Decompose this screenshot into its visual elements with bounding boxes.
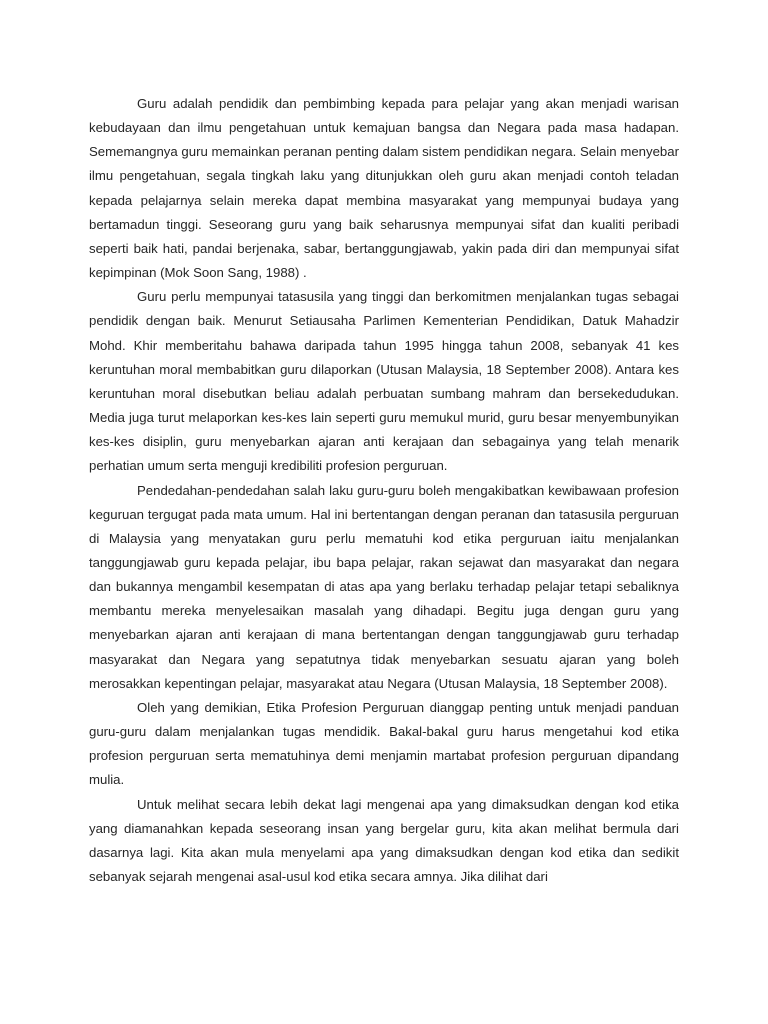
paragraph-2: Guru perlu mempunyai tatasusila yang tinggi dan berkomitmen menjalankan tugas sebagai pendidik dengan baik. Menurut Setiausaha Parlimen Kementerian Pendidikan, Datuk Mahadzir Mohd. Khir memberitahu bahawa daripada tahun 1995 hingga tahun 2008, sebanyak 41 kes keruntuhan moral membabitkan guru dilaporkan (Utusan Malaysia, 18 September 2008). Antara kes keruntuhan moral disebutkan beliau adalah perbuatan sumbang mahram dan bersekedudukan. Media juga turut melaporkan kes-kes lain seperti guru memukul murid, guru besar menyembunyikan kes-kes disiplin, guru menyebarkan ajaran anti kerajaan dan sebagainya yang telah menarik perhatian umum serta menguji kredibiliti profesion perguruan. (89, 289, 679, 474)
paragraph-5: Untuk melihat secara lebih dekat lagi mengenai apa yang dimaksudkan dengan kod etika yang diamanahkan kepada seseorang insan yang bergelar guru, kita akan melihat bermula dari dasarnya lagi. Kita akan mula menyelami apa yang dimaksudkan dengan kod etika dan sedikit sebanyak sejarah mengenai asal-usul kod etika secara amnya. Jika dilihat dari (89, 796, 679, 884)
paragraph-3: Pendedahan-pendedahan salah laku guru-guru boleh mengakibatkan kewibawaan profesion keguruan tergugat pada mata umum. Hal ini bertentangan dengan peranan dan tatasusila perguruan di Malaysia yang menyatakan guru perlu mematuhi kod etika perguruan iaitu menjalankan tanggungjawab guru kepada pelajar, ibu bapa pelajar, rakan sejawat dan masyarakat dan negara dan bukannya mengambil kesempatan di atas apa yang berlaku terhadap pelajar tetapi sebaliknya membantu mereka menyelesaikan masalah yang dihadapi. Begitu juga dengan guru yang menyebarkan ajaran anti kerajaan di mana bertentangan dengan tanggungjawab guru terhadap masyarakat dan Negara yang sepatutnya tidak menyebarkan sesuatu ajaran yang boleh merosakkan kepentingan pelajar, masyarakat atau Negara (Utusan Malaysia, 18 September 2008). (89, 482, 679, 691)
paragraph-4: Oleh yang demikian, Etika Profesion Perguruan dianggap penting untuk menjadi panduan guru-guru dalam menjalankan tugas mendidik. Bakal-bakal guru harus mengetahui kod etika profesion perguruan serta mematuhinya demi menjamin martabat profesion perguruan dipandang mulia. (89, 699, 679, 788)
document-body (89, 92, 679, 889)
paragraph-1: Guru adalah pendidik dan pembimbing kepada para pelajar yang akan menjadi warisan kebudayaan dan ilmu pengetahuan untuk kemajuan bangsa dan Negara pada masa hadapan. Sememangnya guru memainkan peranan penting dalam sistem pendidikan negara. Selain menyebar ilmu pengetahuan, segala tingkah laku yang ditunjukkan oleh guru akan menjadi contoh teladan kepada pelajarnya selain mereka dapat membina masyarakat yang mempunyai budaya yang bertamadun tinggi. Seseorang guru yang baik seharusnya mempunyai sifat dan kualiti peribadi seperti baik hati, pandai berjenaka, sabar, bertanggungjawab, yakin pada diri dan mempunyai sifat kepimpinan (Mok Soon Sang, 1988) . (89, 96, 679, 281)
